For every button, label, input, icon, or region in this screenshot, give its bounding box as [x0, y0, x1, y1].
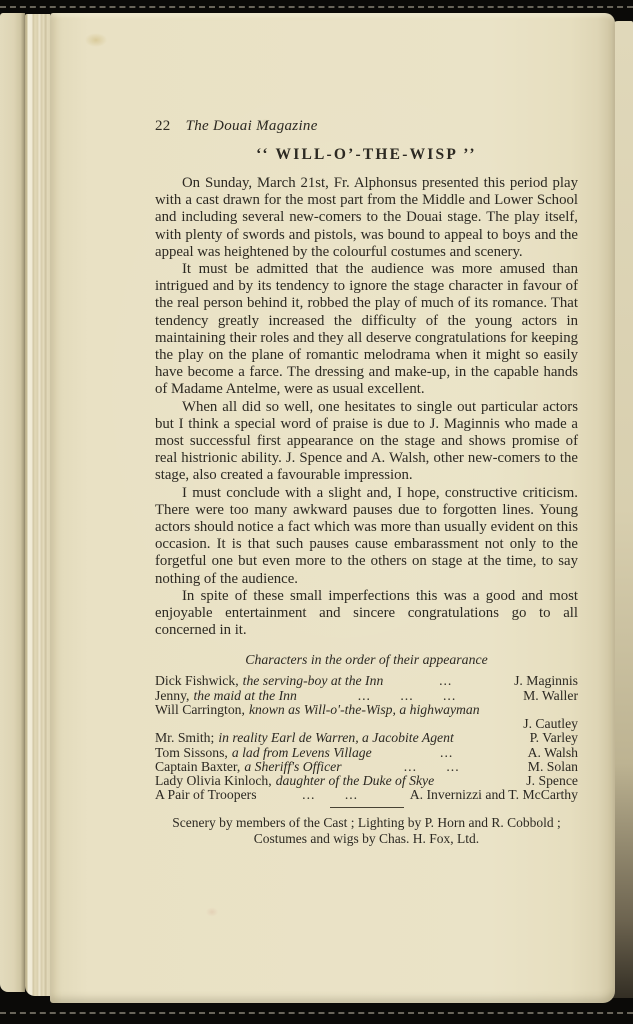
binding-stitch-bottom: [0, 1012, 633, 1014]
cast-actor: A. Walsh: [527, 744, 578, 760]
cast-row-tom-sissons: [155, 746, 578, 760]
cast-role: Jenny,: [155, 687, 190, 703]
cast-role: Tom Sissons,: [155, 744, 228, 760]
cast-row-dick-fishwick: [155, 674, 578, 688]
paragraph-5: In spite of these small imperfections this was a good and most enjoyable entertainment and sincere congratulations go to all concerned in it.: [155, 587, 578, 639]
paragraph-1: On Sunday, March 21st, Fr. Alphonsus presented this period play with a cast drawn for the most part from the Middle and Lower School and including several new-comers to the Douai stage. The play itself, with plenty of swords and pistols, was bound to appeal to boys and the appeal was heightened by the colourful costumes and scenery.: [155, 175, 578, 260]
cast-actor: M. Waller: [523, 687, 578, 703]
paragraph-3: When all did so well, one hesitates to single out particular actors but I think a special word of praise is due to J. Maginnis who made a most successful first appearance on the stage and shows promise of real histrionic ability. J. Spence and A. Walsh, other new-comers to the stage, also created a favourable impression.: [155, 398, 578, 484]
production-credits: [146, 815, 587, 846]
cast-leader-dots: ... ...: [302, 787, 359, 803]
cast-description: the maid at the Inn: [193, 687, 297, 703]
cast-description: known as Will-o'-the-Wisp, a highwayman: [248, 701, 480, 717]
cast-role: Dick Fishwick,: [155, 673, 239, 689]
page-stack-edges: [25, 14, 50, 996]
cast-leader-dots: ...: [440, 744, 454, 760]
cast-description: the serving-boy at the Inn: [242, 673, 384, 689]
magazine-title: The Douai Magazine: [185, 118, 318, 134]
cast-role: Will Carrington,: [155, 701, 245, 717]
credits-line-2: Costumes and wigs by Chas. H. Fox, Ltd.: [253, 830, 480, 846]
cast-row-troopers: [155, 788, 578, 802]
cast-row-mr-smith: [155, 731, 578, 745]
cast-actor: J. Cautley: [523, 716, 578, 732]
running-header: [155, 118, 578, 135]
cast-actor: A. Invernizzi and T. McCarthy: [409, 787, 578, 803]
cast-role: Lady Olivia Kinloch,: [155, 772, 272, 788]
cast-heading: Characters in the order of their appearance: [245, 652, 488, 668]
cast-row-lady-olivia: [155, 774, 578, 788]
cast-description: daughter of the Duke of Skye: [275, 772, 435, 788]
article-title: ‘‘ WILL-O’-THE-WISP ’’: [256, 146, 477, 163]
paragraph-4: I must conclude with a slight and, I hope, constructive criticism. There were too many awkward pauses due to forgotten lines. Young actors should notice a fact which was more than usually evident on this occasion. It is that such pauses cause embarassment not only to the forgetful one but even more to the others on stage at the time, to say nothing of the audience.: [155, 484, 578, 587]
magazine-page: [50, 13, 615, 1003]
cast-description: a Sheriff's Officer: [244, 758, 342, 774]
cast-actor: J. Maginnis: [514, 673, 578, 689]
cast-role: Mr. Smith;: [155, 730, 215, 746]
cast-actor: M. Solan: [527, 758, 578, 774]
binding-stitch-top: [0, 6, 633, 8]
cast-row-will-carrington-actor: [155, 717, 578, 731]
cast-leader-dots: ... ...: [403, 758, 460, 774]
cast-description: in reality Earl de Warren, a Jacobite Agent: [218, 730, 454, 746]
cast-role: Captain Baxter,: [155, 758, 241, 774]
cast-leader-dots: ... ... ...: [357, 687, 457, 703]
divider-rule: [330, 807, 404, 808]
credits-line-1: Scenery by members of the Cast ; Lighting by P. Horn and R. Cobbold ;: [172, 815, 561, 831]
cast-list: [155, 674, 578, 802]
page-number: 22: [155, 118, 171, 134]
cast-description: a lad from Levens Village: [231, 744, 372, 760]
facing-page-edge: [0, 13, 25, 992]
page-content: [50, 13, 615, 846]
cast-row-jenny: [155, 689, 578, 703]
cast-actor: P. Varley: [529, 730, 578, 746]
cast-row-will-carrington: [155, 703, 578, 717]
cast-role: A Pair of Troopers: [155, 787, 257, 803]
cast-leader-dots: ...: [439, 673, 453, 689]
cast-row-captain-baxter: [155, 760, 578, 774]
cast-actor: J. Spence: [526, 772, 578, 788]
paragraph-2: It must be admitted that the audience was more amused than intrigued and by its tendency to ignore the stage character in favour of the real person behind it, robbed the play of much of its romance. That tendency greatly increased the difficulty of the young actors in maintaining their roles and they all deserve congratulations for keeping the play on the plane of romantic melodrama when it might so easily have become a farce. The dressing and make-up, in the capable hands of Madame Antelme, were as usual excellent.: [155, 261, 578, 398]
